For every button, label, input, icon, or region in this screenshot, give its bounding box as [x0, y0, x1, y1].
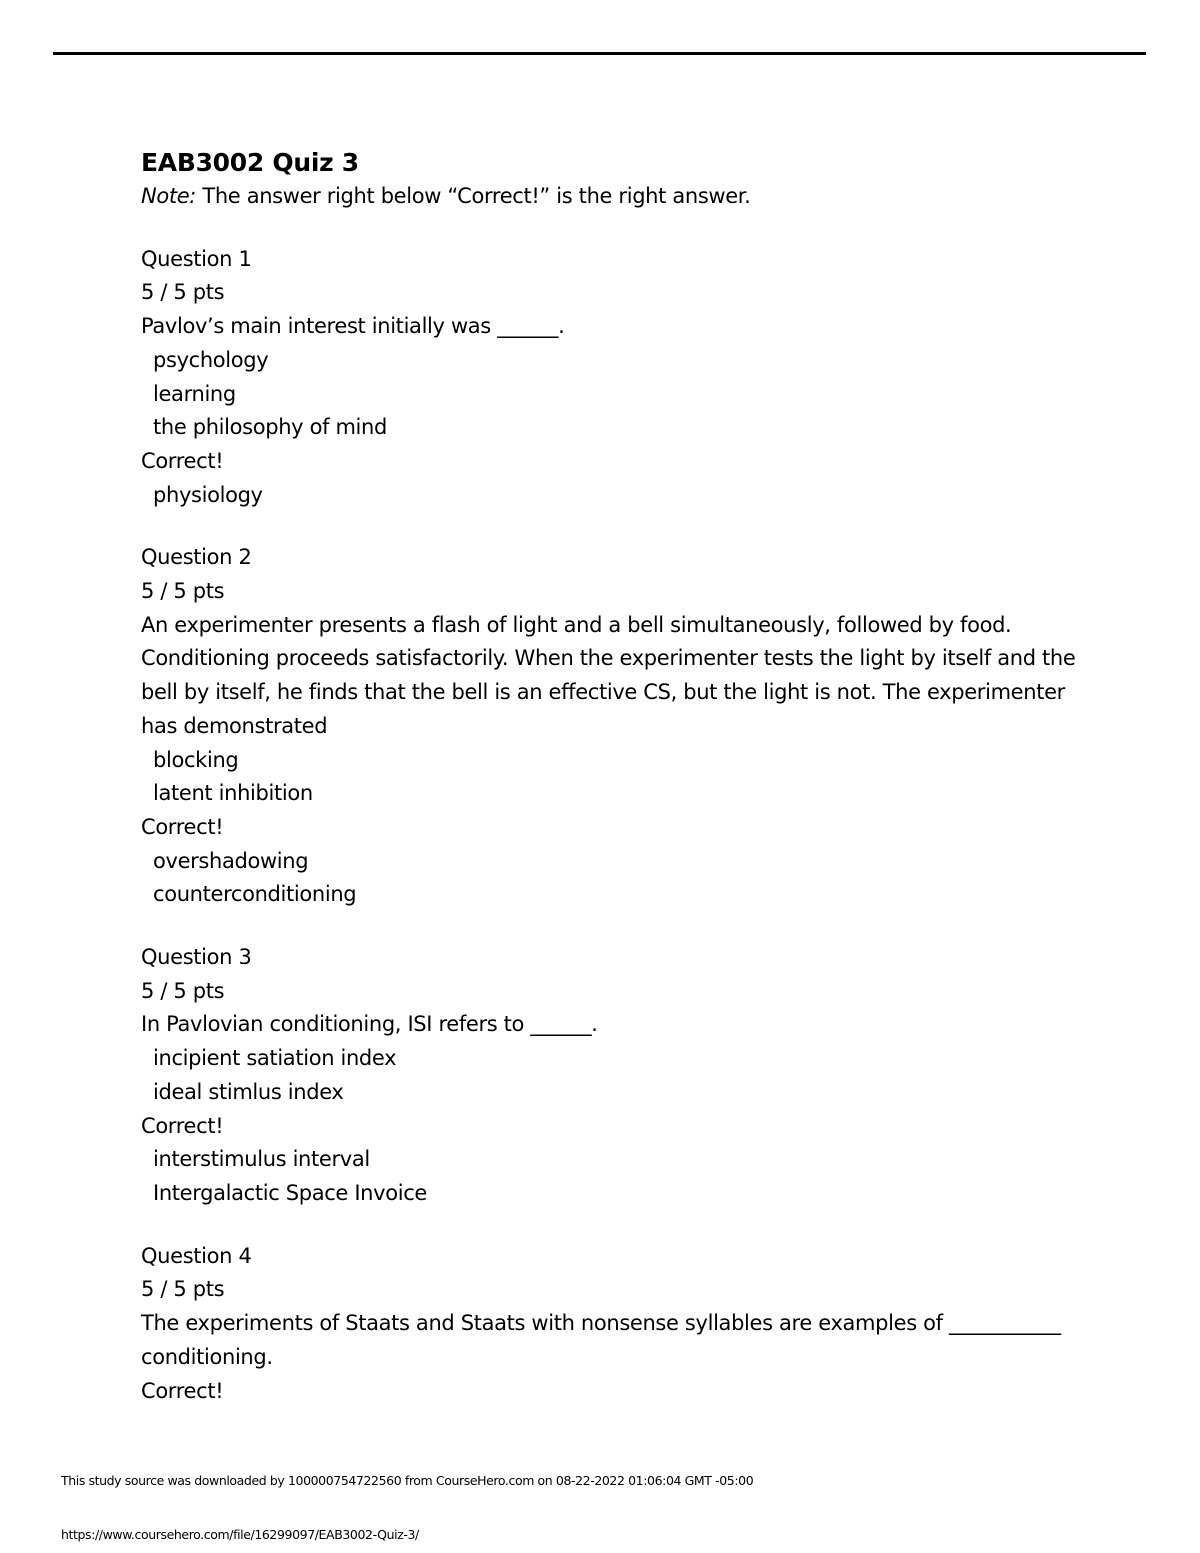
question-points: 5 / 5 pts: [141, 978, 225, 1003]
answer-option: latent inhibition: [153, 781, 313, 806]
answer-option: ideal stimlus index: [153, 1079, 344, 1104]
correct-marker: Correct!: [141, 814, 224, 839]
question-prompt: An experimenter presents a flash of light and a bell simultaneously, followed by food. Conditioning proceeds satisfactorily. When the experimenter tests the light by itself and the bell by itself, he finds that the bell is an effective CS, but the light is not. The experimenter has demonstrated: [141, 612, 1076, 738]
correct-marker: Correct!: [141, 1378, 224, 1403]
document-title: EAB3002 Quiz 3: [141, 148, 359, 177]
answer-option: learning: [153, 381, 236, 406]
document-body: [141, 146, 1081, 1408]
question-heading: Question 4: [141, 1243, 252, 1268]
answer-option: psychology: [153, 347, 269, 372]
question-heading: Question 3: [141, 945, 252, 970]
question-prompt: In Pavlovian conditioning, ISI refers to ______.: [141, 1012, 598, 1037]
top-divider: [53, 52, 1146, 55]
question-block: [141, 1240, 1081, 1409]
question-prompt: The experiments of Staats and Staats with nonsense syllables are examples of ___________ conditioning.: [141, 1311, 1061, 1369]
answer-option: incipient satiation index: [153, 1046, 397, 1071]
question-heading: Question 1: [141, 246, 252, 271]
note-line: [141, 180, 1081, 214]
answer-option: the philosophy of mind: [153, 415, 387, 440]
question-heading: Question 2: [141, 545, 252, 570]
question-block: [141, 941, 1081, 1211]
question-points: 5 / 5 pts: [141, 579, 225, 604]
question-block: [141, 541, 1081, 912]
note-label: Note:: [141, 184, 197, 208]
question-block: [141, 243, 1081, 513]
correct-marker: Correct!: [141, 1113, 224, 1138]
note-text: The answer right below “Correct!” is the right answer.: [196, 184, 751, 208]
download-source-notice: This study source was downloaded by 100000754722560 from CourseHero.com on 08-22-2022 01:06:04 GMT -05:00: [61, 1473, 754, 1488]
question-points: 5 / 5 pts: [141, 280, 225, 305]
source-url: https://www.coursehero.com/file/16299097/EAB3002-Quiz-3/: [61, 1527, 419, 1542]
answer-option: counterconditioning: [153, 882, 357, 907]
answer-option: physiology: [153, 482, 263, 507]
answer-option: Intergalactic Space Invoice: [153, 1180, 427, 1205]
answer-option: blocking: [153, 747, 239, 772]
question-list: [141, 243, 1081, 1409]
question-points: 5 / 5 pts: [141, 1277, 225, 1302]
question-prompt: Pavlov’s main interest initially was ______.: [141, 314, 565, 339]
answer-option: overshadowing: [153, 848, 309, 873]
answer-option: interstimulus interval: [153, 1147, 370, 1172]
correct-marker: Correct!: [141, 448, 224, 473]
